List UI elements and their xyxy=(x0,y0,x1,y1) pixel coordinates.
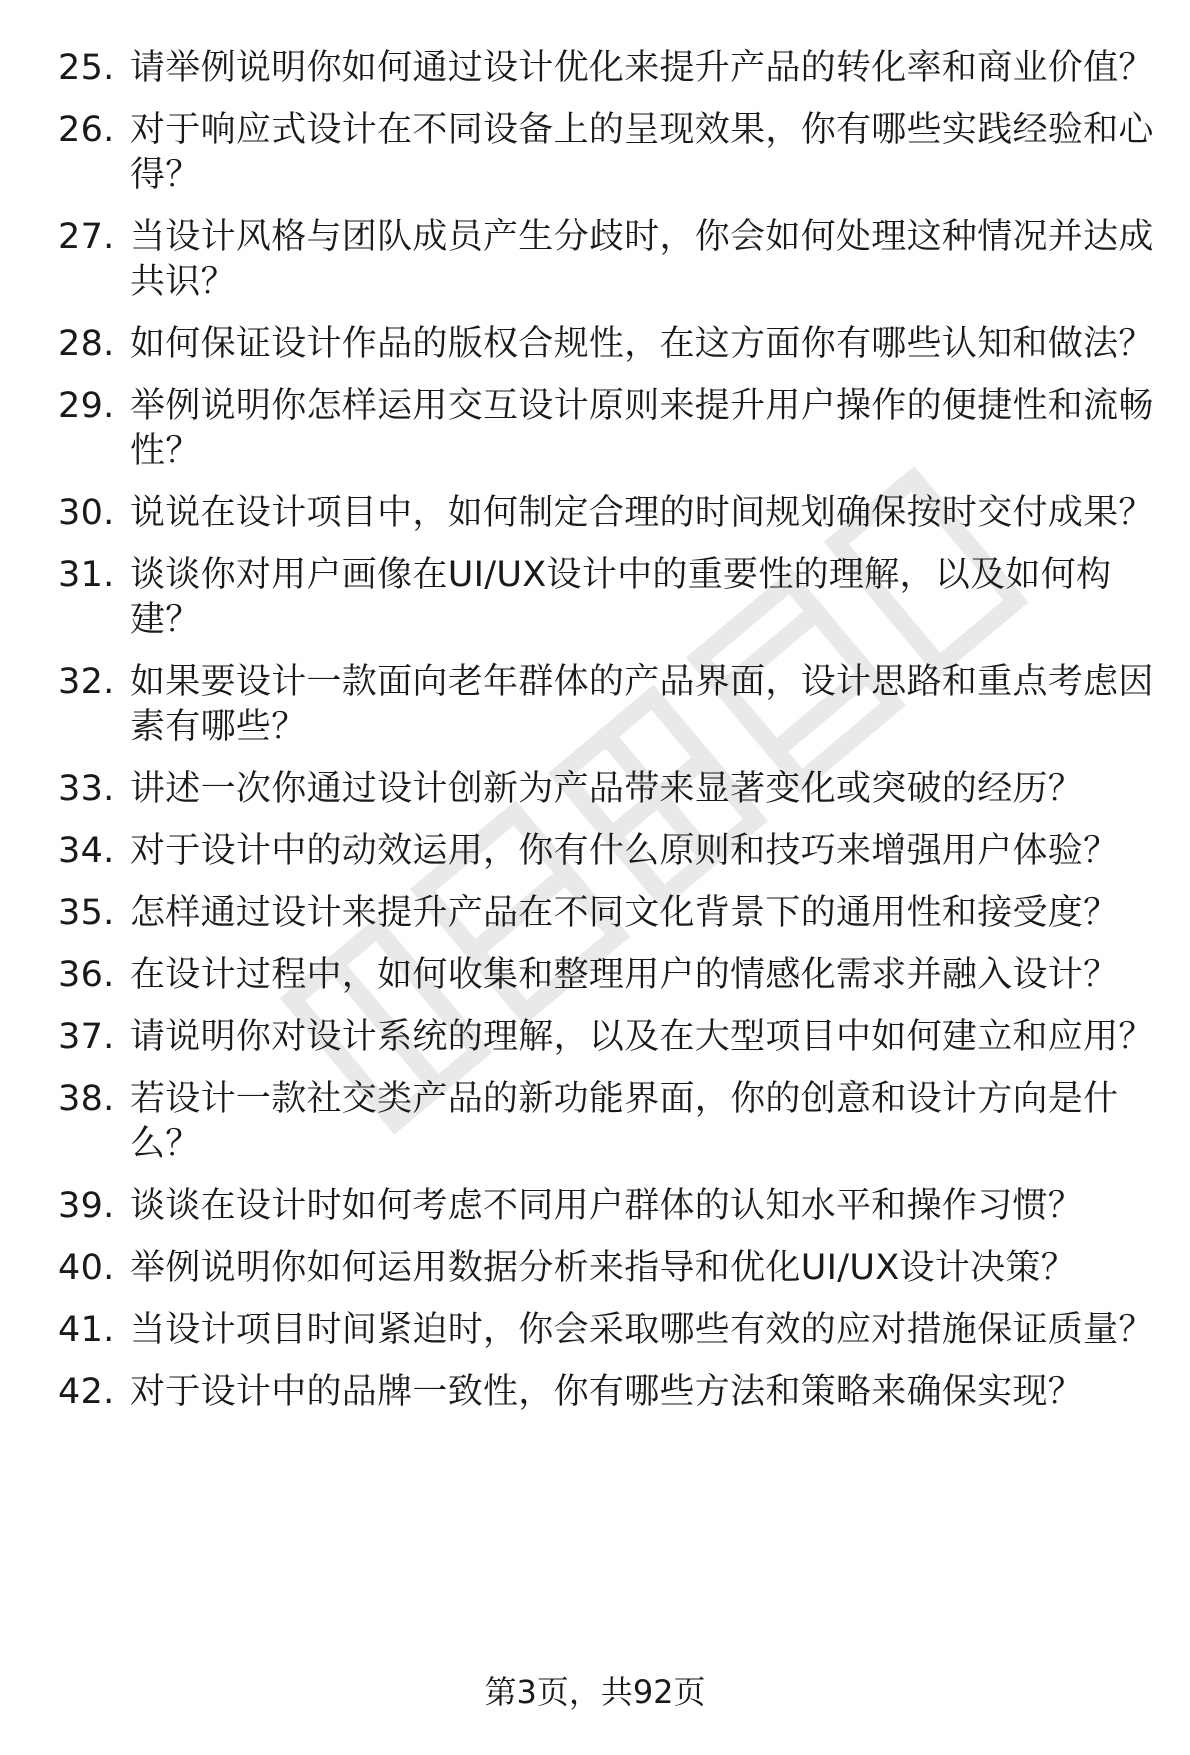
list-item xyxy=(58,46,1158,91)
question-number: 33. xyxy=(58,769,115,809)
list-item xyxy=(58,491,1158,536)
question-number: 26. xyxy=(58,110,115,150)
question-text: 对于设计中的品牌一致性，你有哪些方法和策略来确保实现？ xyxy=(130,1372,1084,1412)
question-number: 35. xyxy=(58,893,115,933)
question-text: 怎样通过设计来提升产品在不同文化背景下的通用性和接受度？ xyxy=(130,893,1119,933)
list-item xyxy=(58,1246,1158,1291)
question-text: 对于响应式设计在不同设备上的呈现效果，你有哪些实践经验和心得？ xyxy=(130,110,1154,195)
list-item xyxy=(58,1308,1158,1353)
question-text: 若设计一款社交类产品的新功能界面，你的创意和设计方向是什么？ xyxy=(130,1079,1119,1164)
question-text: 当设计风格与团队成员产生分歧时，你会如何处理这种情况并达成共识？ xyxy=(130,217,1154,302)
question-text: 说说在设计项目中，如何制定合理的时间规划确保按时交付成果？ xyxy=(130,493,1154,533)
question-number: 36. xyxy=(58,955,115,995)
question-number: 41. xyxy=(58,1310,115,1350)
list-item xyxy=(58,322,1158,367)
question-text: 举例说明你怎样运用交互设计原则来提升用户操作的便捷性和流畅性？ xyxy=(130,386,1154,471)
question-text: 举例说明你如何运用数据分析来指导和优化UI/UX设计决策？ xyxy=(130,1248,1077,1288)
question-text: 如果要设计一款面向老年群体的产品界面，设计思路和重点考虑因素有哪些？ xyxy=(130,662,1154,747)
question-number: 34. xyxy=(58,831,115,871)
question-text: 当设计项目时间紧迫时，你会采取哪些有效的应对措施保证质量？ xyxy=(130,1310,1154,1350)
question-number: 28. xyxy=(58,324,115,364)
list-item xyxy=(58,108,1158,198)
list-item xyxy=(58,829,1158,874)
question-number: 42. xyxy=(58,1372,115,1412)
question-number: 38. xyxy=(58,1079,115,1119)
question-number: 40. xyxy=(58,1248,115,1288)
question-number: 27. xyxy=(58,217,115,257)
list-item xyxy=(58,767,1158,812)
question-text: 对于设计中的动效运用，你有什么原则和技巧来增强用户体验？ xyxy=(130,831,1119,871)
question-text: 谈谈在设计时如何考虑不同用户群体的认知水平和操作习惯？ xyxy=(130,1186,1084,1226)
list-item xyxy=(58,1015,1158,1060)
list-item xyxy=(58,1077,1158,1167)
question-number: 29. xyxy=(58,386,115,426)
question-number: 31. xyxy=(58,555,115,595)
list-item xyxy=(58,215,1158,305)
list-item xyxy=(58,891,1158,936)
question-number: 39. xyxy=(58,1186,115,1226)
question-number: 30. xyxy=(58,493,115,533)
question-text: 讲述一次你通过设计创新为产品带来显著变化或突破的经历？ xyxy=(130,769,1084,809)
question-text: 在设计过程中，如何收集和整理用户的情感化需求并融入设计？ xyxy=(130,955,1119,995)
list-item xyxy=(58,1184,1158,1229)
question-list xyxy=(58,46,1158,1432)
list-item xyxy=(58,384,1158,474)
question-text: 请举例说明你如何通过设计优化来提升产品的转化率和商业价值？ xyxy=(130,48,1154,88)
question-text: 请说明你对设计系统的理解，以及在大型项目中如何建立和应用？ xyxy=(130,1017,1154,1057)
list-item xyxy=(58,1370,1158,1415)
list-item xyxy=(58,553,1158,643)
question-number: 37. xyxy=(58,1017,115,1057)
question-text: 如何保证设计作品的版权合规性，在这方面你有哪些认知和做法？ xyxy=(130,324,1154,364)
list-item xyxy=(58,660,1158,750)
list-item xyxy=(58,953,1158,998)
page-number: 第3页，共92页 xyxy=(484,1673,706,1711)
question-number: 32. xyxy=(58,662,115,702)
question-text: 谈谈你对用户画像在UI/UX设计中的重要性的理解，以及如何构建？ xyxy=(130,555,1112,640)
question-number: 25. xyxy=(58,48,115,88)
